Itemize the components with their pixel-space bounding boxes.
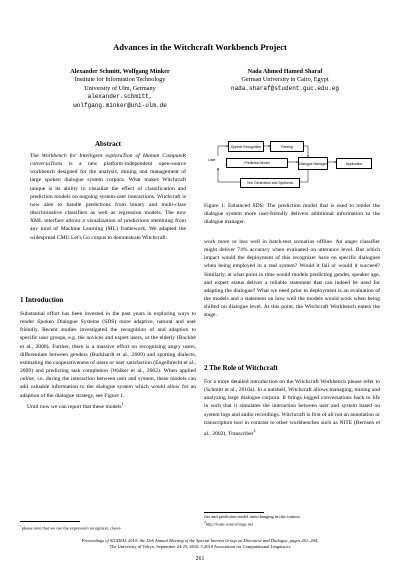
affiliation-left: Institute for Information Technology: [74, 76, 166, 84]
section1-para1-em: online: [20, 376, 34, 383]
footnote2-text[interactable]: http://trans.sourceforge.net: [205, 521, 253, 527]
footnote2-ref: 2: [253, 428, 256, 433]
affiliation-right: German University in Cairo, Egypt: [241, 76, 329, 84]
section1-para2-text: Until now we can report that these models: [27, 403, 122, 410]
email-right[interactable]: nada.sharaf@student.guc.edu.eg: [230, 84, 340, 92]
figure1-dialogue-manager-box: Dialogue Manager: [298, 157, 328, 170]
figure1-caption: Figure 1: Enhanced SDS: The prediction model that is used to render the dialogue system more user-friendly delivers additional information to the dialogue manager.: [204, 203, 380, 226]
figure1-application-box: Application: [336, 158, 372, 169]
footnote-right: [204, 514, 380, 527]
proceedings-line1: Proceedings of SIGDIAL 2010: the 11th Annual Meeting of the Special Interest Group on Discourse and Dialogue, pages 261–264,: [81, 538, 319, 543]
footnote1-text: please note that we use the expression recognizer, classi-: [21, 525, 122, 531]
proceedings-line2: The University of Tokyo, September 24-25, 2010. ©2010 Association for Computational Linguistics: [109, 543, 291, 549]
section1-para2: [20, 400, 196, 411]
section1-para1-a: Substantial effort has been invested in the past years in exploring ways to render Spoken Dialogue Systems (SDS) more adaptive, natural and user friendly. Recent studies investigated the recognition of and adaption to specific user groups, e.g. the novices and expert users, or the elderly (Bocklet et al., 2008). Further, there is a massive effort on recognizing angry users, differentiate between genders (Burkhardt et al., 2009) and spotting dialects, estimating the cooperativeness of users or user satisfaction (Engelbrecht et al., 2009) and predicting task completion (Walker et al., 2002). When applied: [20, 311, 196, 375]
paper-title: Advances in the Witchcraft Workbench Project: [113, 42, 287, 52]
figure1-speech-recognition-box: Speech Recognition: [228, 141, 264, 152]
abstract-text-post: is a new platform-independent open-source workbench designed for the analysis, mining and management of large spoken dialogue system corpora. What makes Witchcraft unique is its ability to visualize the effect of classification and prediction models on ongoing system-user interactions. Witchcraft is now able to handle predictions from binary and multi-class discriminative classifiers as well as regression models. The new XML interface allows a visualization of predictions stemming from any kind of Machine Learning (ML) framework. We adapted the widespread CMU Let's Go corpus to demonstrate Witchcraft.: [30, 161, 186, 241]
section1-body: [20, 310, 196, 411]
section1-para1-b: , i.e. during the interaction between user and system, these models can add valuable information to the dialogue system which would allow for an adaption of the dialogue strategy, see Figure 1.: [20, 376, 196, 399]
abstract-body: [30, 152, 186, 242]
footnote-rule-left: [20, 521, 80, 522]
footnote1-continued: fier and prediction model interchanging in this context: [204, 514, 300, 519]
figure1-tts-box: Text Generation and Synthesis: [240, 178, 300, 188]
section2-para: For a more detailed introduction on the Witchcraft Workbench please refer to (Schmitt et al., 2010a). In a nutshell, Witchcraft allows managing, mining and analyzing large dialogue corpora. It brings logged conversations back to life in such that it simulates the interaction between user and system based on system logs and audio recordings. Witchcraft is first of all not an annotation or transcription tool in contrast to other workbenches such as NITE (Bernsen et al., 2002), Transcriber: [204, 379, 380, 437]
footnote1: $^1$please note that we use the expression recognizer, classi-: [20, 524, 122, 531]
abstract-text-pre: The: [30, 153, 42, 159]
proceedings-footer: [0, 538, 400, 549]
abstract-text-em: Workbench for Intelligent exploraTion of Human ComputeR conversaTions: [30, 153, 186, 168]
page-number: 261: [195, 556, 205, 562]
section1-para1: [20, 310, 196, 400]
section2-heading: 2 The Role of Witchcraft: [204, 364, 278, 372]
email-left-line2[interactable]: wolfgang.minker@uni-ulm.de: [73, 101, 167, 109]
footnote-rule-right: [204, 512, 264, 513]
author-block-left: [40, 68, 200, 110]
author-names-right: Nada Ahmed Hamed Sharaf: [247, 68, 323, 75]
figure1-parsing-box: Parsing: [270, 141, 304, 152]
section1-heading: 1 Introduction: [20, 296, 64, 304]
abstract-heading: Abstract: [94, 140, 122, 148]
email-left-line1[interactable]: alexander.schmitt,: [87, 93, 153, 101]
footnote1-ref: 1: [121, 401, 124, 406]
author-block-right: [200, 68, 370, 93]
author-names-left: Alexander Schmitt, Wolfgang Minker: [70, 68, 170, 75]
figure1-prediction-model-box: Prediction Model: [226, 158, 288, 168]
figure1-diagram: [204, 138, 380, 190]
section2-body: [204, 378, 380, 438]
footnote2-mark: 2: [204, 519, 206, 524]
right-col-para1: work more or less well in batch-test scenarios offline. An anger classifier might deliver 74% accuracy when evaluated on utterance level. But which impact would the deployment of this recognizer have on specific dialogues when being employed in a real system? Would it fail or would it succeed? Similarly, at what point in time would models predicting gender, speaker age, and expert status deliver a reliable statement that can indeed be used for adapting the dialogue? What we need prior to deployment is an evaluation of the models and a statement on how well the models would work when being shifted on dialogue level. At this point, the Witchcraft Workbench enters the stage.: [204, 239, 380, 319]
figure1-user-label: User: [208, 158, 216, 162]
location-left: University of Ulm, Germany: [84, 84, 156, 92]
